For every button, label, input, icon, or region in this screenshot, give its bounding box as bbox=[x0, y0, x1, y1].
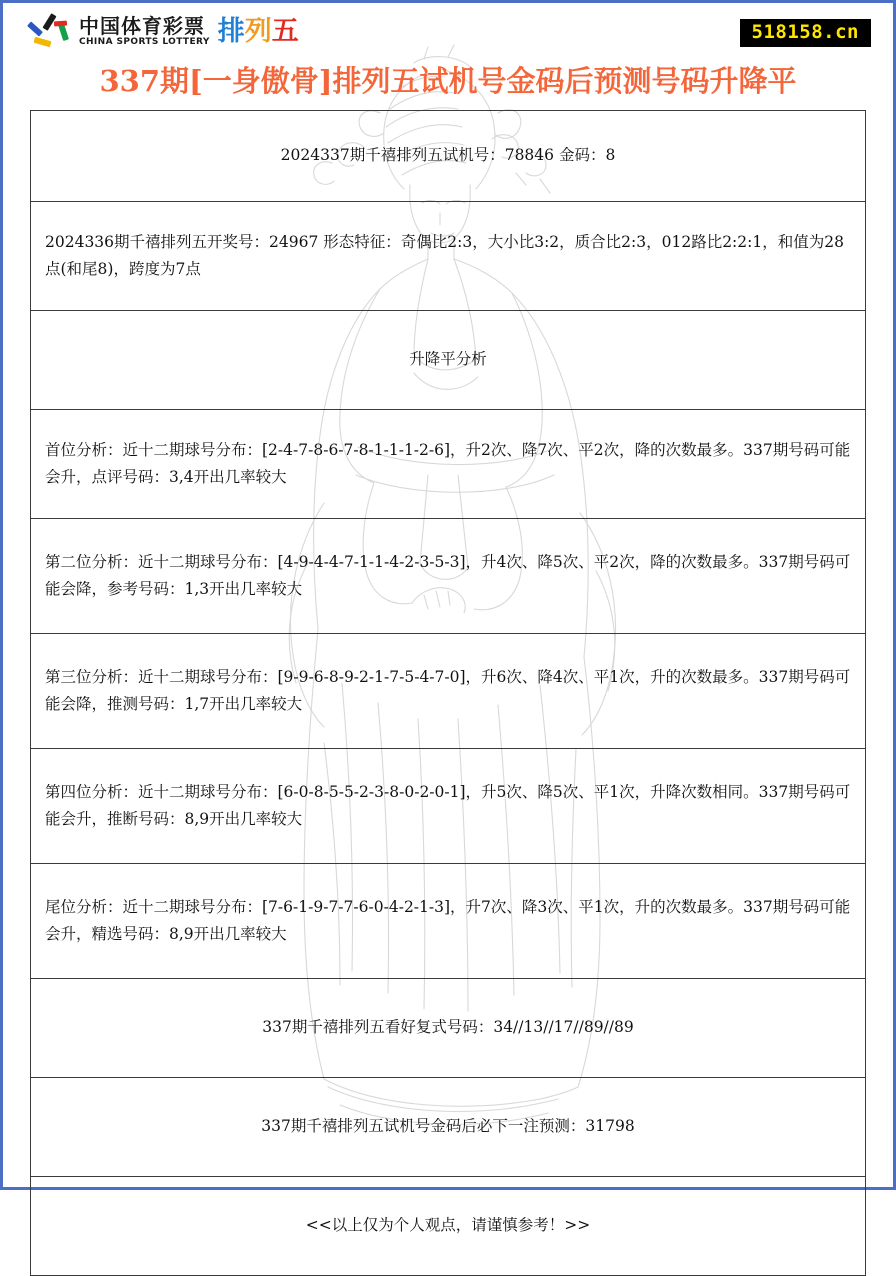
logo-game-char-2: 列 bbox=[244, 15, 272, 47]
table-row bbox=[31, 311, 866, 410]
logo-game-name bbox=[217, 15, 299, 47]
row-compound-numbers: 337期千禧排列五看好复式号码：34//13//17//89//89 bbox=[31, 979, 866, 1078]
page-content bbox=[3, 3, 893, 1276]
prediction-table-body bbox=[31, 111, 866, 1276]
page-title: 337期[一身傲骨]排列五试机号金码后预测号码升降平 bbox=[99, 64, 797, 98]
row-trial-number: 2024337期千禧排列五试机号：78846 金码：8 bbox=[31, 111, 866, 202]
lottery-logo bbox=[27, 12, 299, 50]
table-row bbox=[31, 749, 866, 864]
logo-game-char-1: 排 bbox=[217, 15, 245, 47]
table-row bbox=[31, 864, 866, 979]
row-disclaimer: <<以上仅为个人观点，请谨慎参考！>> bbox=[31, 1177, 866, 1276]
table-row bbox=[31, 634, 866, 749]
row-last-digit-analysis: 尾位分析：近十二期球号分布：[7-6-1-9-7-7-6-0-4-2-1-3]，升7次、降3次、平1次，升的次数最多。337期号码可能会升，精选号码：8,9开出几率较大 bbox=[31, 864, 866, 979]
table-row bbox=[31, 1078, 866, 1177]
table-row bbox=[31, 111, 866, 202]
row-single-prediction: 337期千禧排列五试机号金码后必下一注预测：31798 bbox=[31, 1078, 866, 1177]
row-fourth-digit-analysis: 第四位分析：近十二期球号分布：[6-0-8-5-5-2-3-8-0-2-0-1]，升5次、降5次、平1次，升降次数相同。337期号码可能会升，推断号码：8,9开出几率较大 bbox=[31, 749, 866, 864]
row-previous-draw: 2024336期千禧排列五开奖号：24967 形态特征：奇偶比2:3，大小比3:2，质合比2:3，012路比2:2:1，和值为28点(和尾8)，跨度为7点 bbox=[31, 202, 866, 311]
sports-lottery-mark-icon bbox=[27, 12, 73, 50]
row-second-digit-analysis: 第二位分析：近十二期球号分布：[4-9-4-4-7-1-1-4-2-3-5-3]，升4次、降5次、平2次，降的次数最多。337期号码可能会降，参考号码：1,3开出几率较大 bbox=[31, 519, 866, 634]
table-row bbox=[31, 1177, 866, 1276]
site-header bbox=[3, 3, 893, 55]
logo-brand-en: CHINA SPORTS LOTTERY bbox=[79, 36, 210, 47]
logo-text bbox=[79, 13, 210, 47]
table-row bbox=[31, 519, 866, 634]
logo-game-char-3: 五 bbox=[271, 15, 299, 47]
row-third-digit-analysis: 第三位分析：近十二期球号分布：[9-9-6-8-9-2-1-7-5-4-7-0]，升6次、降4次、平1次，升的次数最多。337期号码可能会降，推测号码：1,7开出几率较大 bbox=[31, 634, 866, 749]
table-row bbox=[31, 410, 866, 519]
row-section-heading: 升降平分析 bbox=[31, 311, 866, 410]
logo-brand-cn: 中国体育彩票 bbox=[79, 13, 205, 38]
table-row bbox=[31, 202, 866, 311]
site-url-badge[interactable]: 518158.cn bbox=[740, 19, 871, 47]
table-row bbox=[31, 979, 866, 1078]
row-first-digit-analysis: 首位分析：近十二期球号分布：[2-4-7-8-6-7-8-1-1-1-2-6]，升2次、降7次、平2次，降的次数最多。337期号码可能会升，点评号码：3,4开出几率较大 bbox=[31, 410, 866, 519]
prediction-table bbox=[30, 110, 866, 1276]
